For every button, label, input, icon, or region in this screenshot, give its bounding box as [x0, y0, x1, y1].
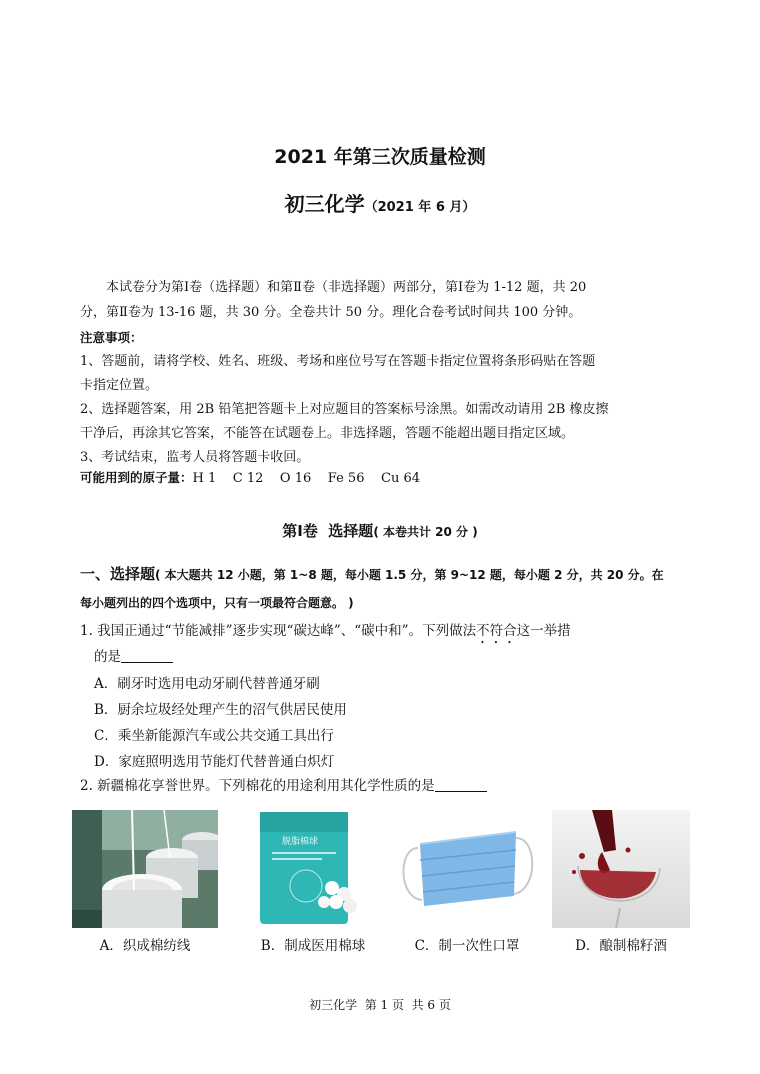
- face-mask-illustration: [396, 810, 538, 928]
- q2-option-a: A．织成棉纺线: [99, 938, 191, 954]
- section-1-heading: [0, 520, 760, 541]
- note-2-line-2: 干净后，再涂其它答案，不能答在试题卷上。非选择题，答题不能超出题目指定区域。: [80, 426, 575, 441]
- atomic-mass-values: H 1 C 12 O 16 Fe 56 Cu 64: [192, 471, 420, 486]
- exam-title: 2021 年第三次质量检测: [274, 146, 486, 168]
- note-3: 3、考试结束，监考人员将答题卡收回。: [80, 450, 310, 465]
- q1-option-c: C．乘坐新能源汽车或公共交通工具出行: [94, 728, 334, 744]
- answer-blank: [121, 648, 173, 663]
- note-1-line-2: 卡指定位置。: [80, 378, 159, 393]
- cotton-yarn-image: [72, 810, 218, 928]
- q1-stem-c: 的是: [94, 649, 121, 665]
- subject-name: 初三化学: [284, 192, 365, 216]
- exam-date: （2021 年 6 月）: [364, 200, 476, 215]
- atomic-mass-line: [80, 466, 686, 491]
- wine-image: [552, 810, 690, 928]
- package-label: 脱脂棉球: [282, 837, 319, 847]
- question-2-stem: [80, 773, 700, 799]
- question-1-stem: [80, 618, 700, 647]
- subject-title: [0, 188, 760, 217]
- part-1-header: [80, 560, 690, 617]
- part-1-desc-2: 每小题列出的四个选项中，只有一项最符合题意。 ): [80, 596, 354, 610]
- section-1-subtitle: ( 本卷共计 20 分 ): [373, 525, 478, 539]
- part-1-title: 一、选择题: [80, 565, 156, 583]
- section-1-title: 第Ⅰ卷 选择题: [282, 522, 374, 540]
- notes-heading: 注意事项：: [80, 330, 143, 345]
- note-1-line-1: 1、答题前，请将学校、姓名、班级、考场和座位号写在答题卡指定位置将条形码贴在答题: [80, 354, 596, 369]
- cotton-yarn-illustration: [72, 810, 218, 928]
- q1-stem-b: 这一举措: [516, 623, 571, 639]
- q1-option-b: B．厨余垃圾经处理产生的沼气供居民使用: [94, 702, 347, 718]
- q2-option-d: D．酿制棉籽酒: [575, 938, 667, 954]
- atomic-mass-label: 可能用到的原子量：: [80, 470, 193, 485]
- q1-option-a: A．刷牙时选用电动牙刷代替普通牙刷: [94, 676, 320, 692]
- q1-stem-a: 1. 我国正通过“节能减排”逐步实现“碳达峰”、“碳中和”。下列做法: [80, 623, 477, 639]
- question-1-stem-cont: [94, 644, 714, 670]
- page-footer: 初三化学 第 1 页 共 6 页: [309, 998, 451, 1012]
- q2-stem: 2. 新疆棉花享誉世界。下列棉花的用途利用其化学性质的是: [80, 778, 435, 794]
- cotton-balls-image: [246, 810, 376, 928]
- part-1-desc-1: ( 本大题共 12 小题，第 1~8 题，每小题 1.5 分，第 9~12 题，每小题 2 分，共 20 分。在: [155, 568, 664, 582]
- q1-option-d: D．家庭照明选用节能灯代替普通白炽灯: [94, 754, 335, 770]
- face-mask-image: [396, 810, 538, 928]
- intro-line-2: 分，第Ⅱ卷为 13-16 题，共 30 分。全卷共计 50 分。理化合卷考试时间共 100 分钟。: [80, 305, 582, 320]
- q2-option-c: C．制一次性口罩: [414, 938, 520, 954]
- answer-blank: [435, 777, 487, 792]
- note-2-line-1: 2、选择题答案，用 2B 铅笔把答题卡上对应题目的答案标号涂黑。如需改动请用 2B 橡皮擦: [80, 402, 609, 417]
- cotton-balls-illustration: [246, 810, 376, 928]
- wine-illustration: [552, 810, 690, 928]
- q2-option-b: B．制成医用棉球: [260, 938, 366, 954]
- intro-line-1: 本试卷分为第Ⅰ卷（选择题）和第Ⅱ卷（非选择题）两部分，第Ⅰ卷为 1-12 题，共 20: [106, 280, 587, 295]
- q1-emphasis: 不符合: [476, 623, 517, 639]
